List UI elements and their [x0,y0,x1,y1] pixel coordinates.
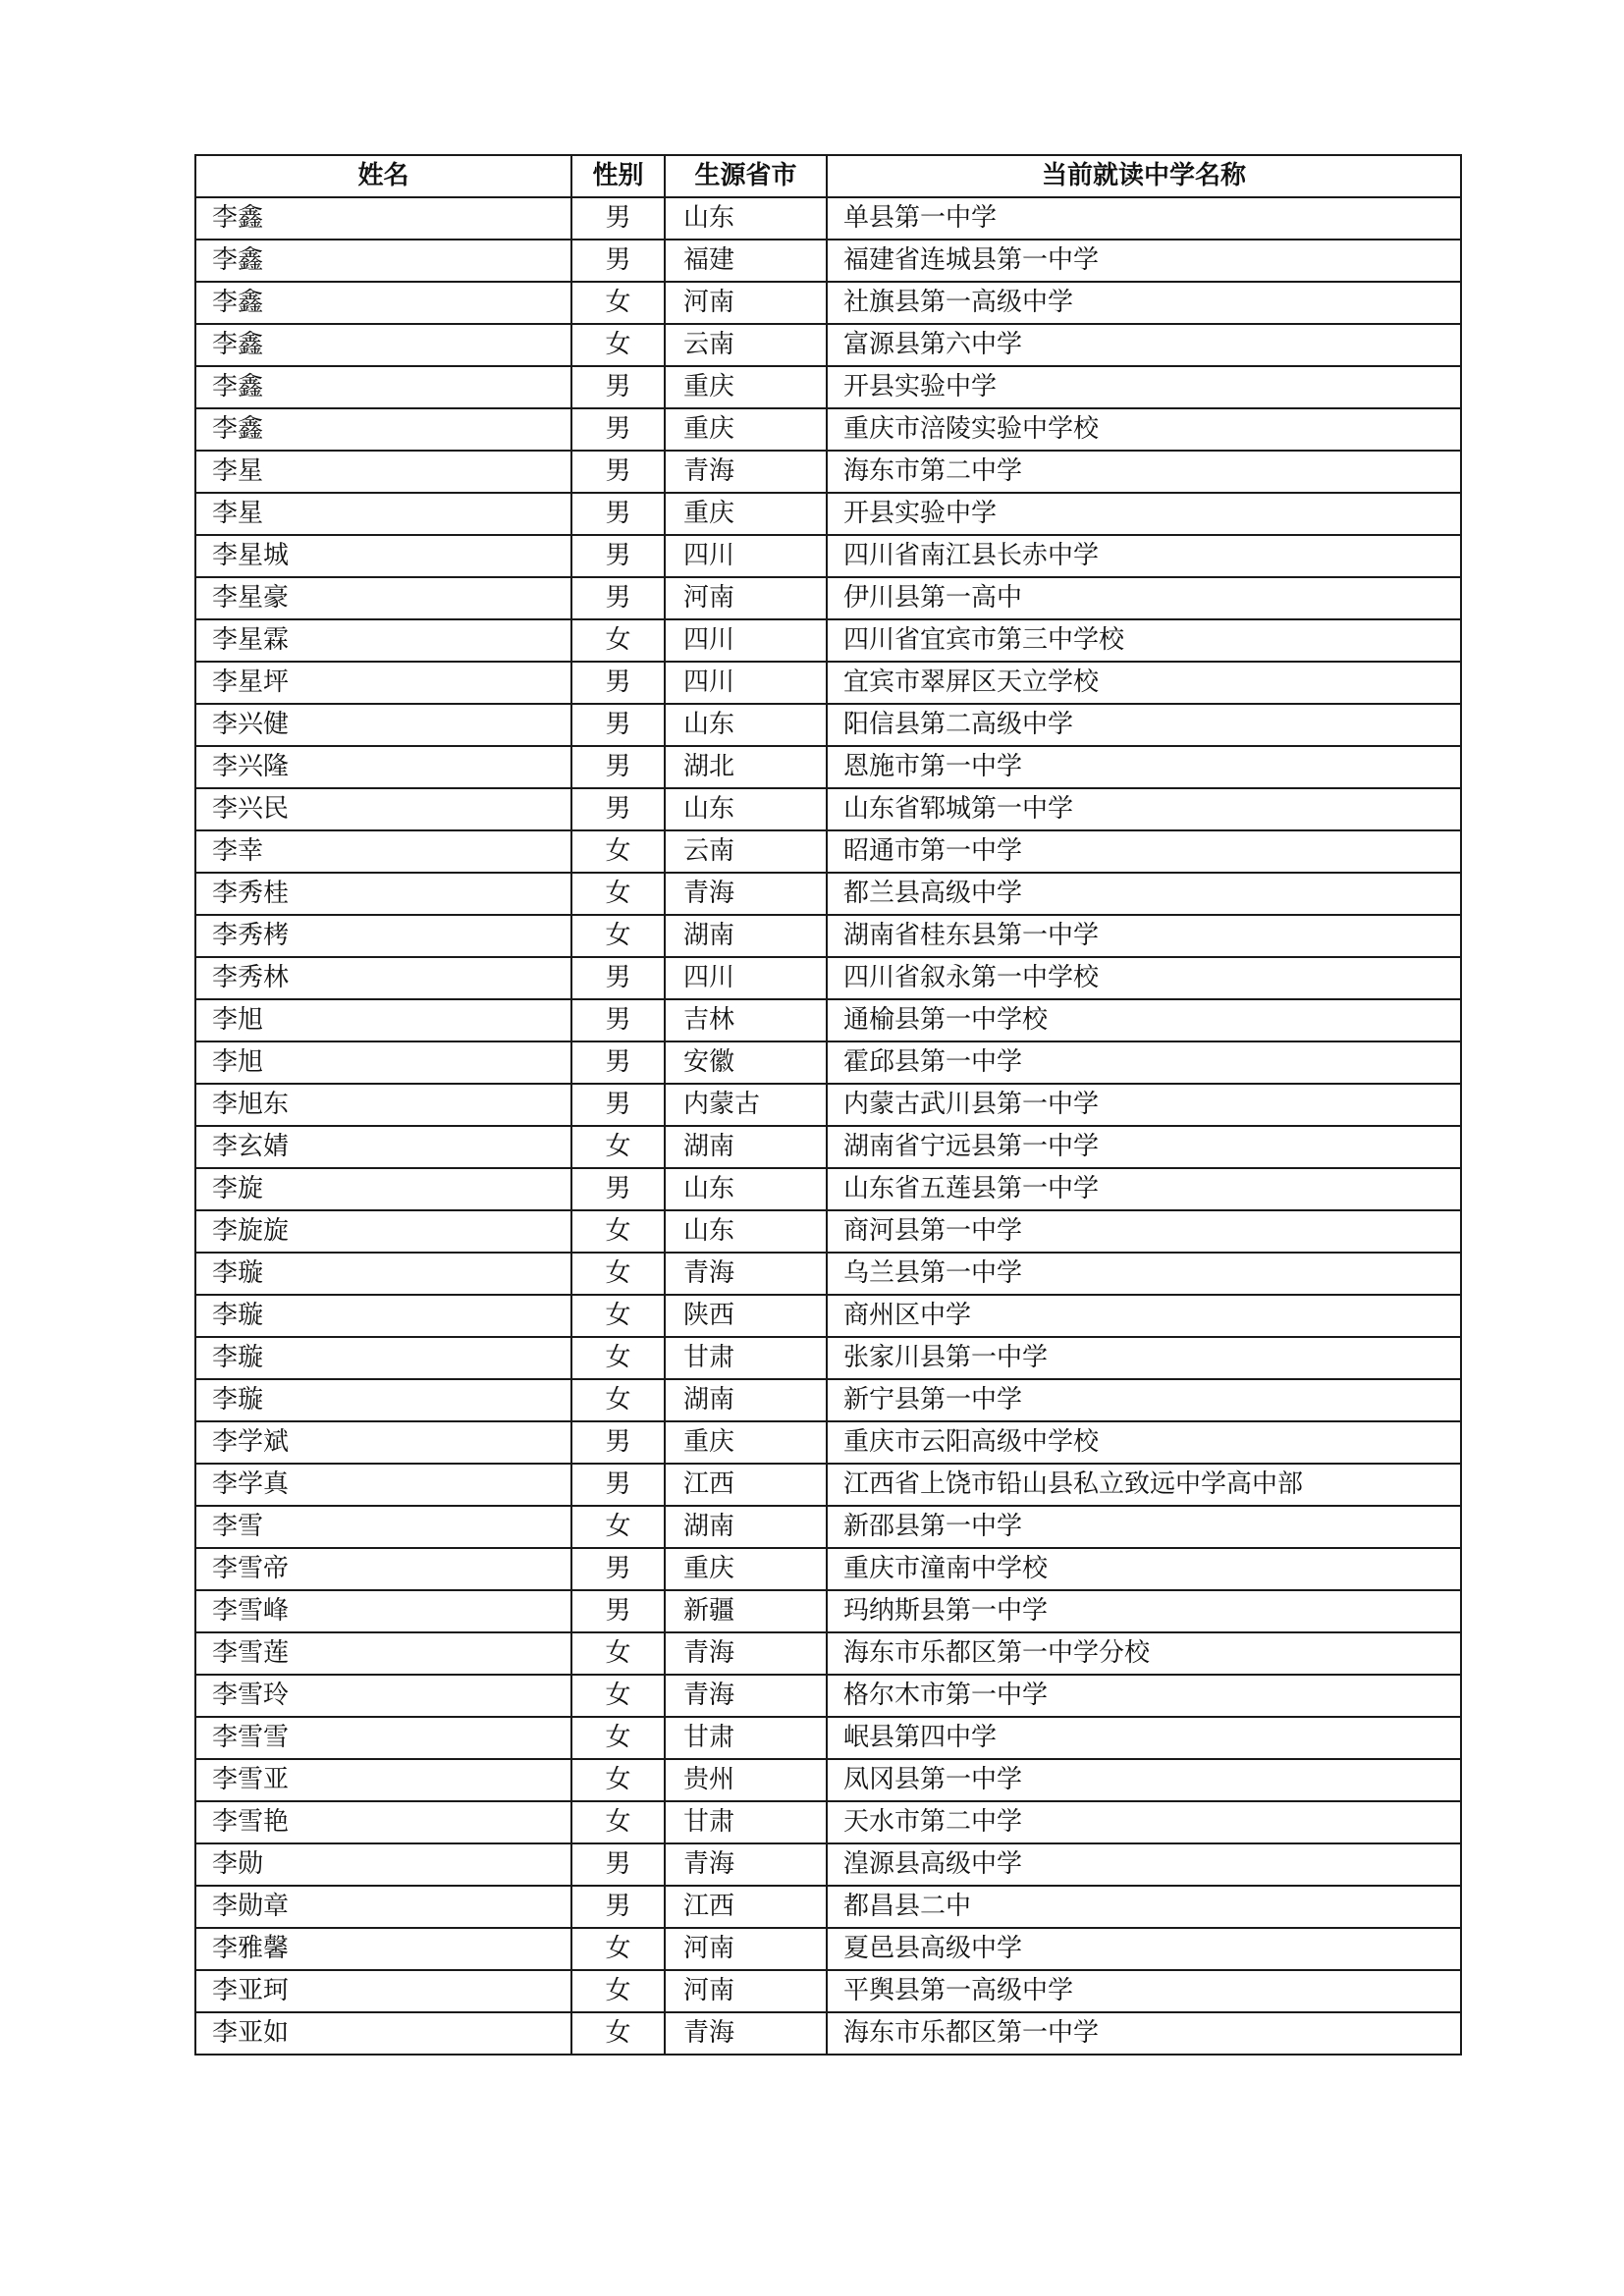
cell-school: 江西省上饶市铅山县私立致远中学高中部 [827,1464,1461,1506]
cell-school: 四川省叙永第一中学校 [827,957,1461,999]
cell-name: 李鑫 [195,366,571,408]
cell-gender: 男 [571,746,665,788]
cell-name: 李璇 [195,1253,571,1295]
cell-name: 李璇 [195,1295,571,1337]
roster-table [194,154,1462,2056]
table-row [195,1801,1461,1843]
table-row [195,1295,1461,1337]
cell-name: 李兴健 [195,704,571,746]
cell-name: 李鑫 [195,408,571,451]
table-row [195,451,1461,493]
cell-name: 李星豪 [195,577,571,619]
cell-province: 青海 [665,1632,827,1675]
table-row [195,1464,1461,1506]
table-row [195,788,1461,830]
cell-province: 重庆 [665,1421,827,1464]
cell-school: 单县第一中学 [827,197,1461,240]
cell-school: 乌兰县第一中学 [827,1253,1461,1295]
cell-name: 李旭 [195,1041,571,1084]
cell-school: 昭通市第一中学 [827,830,1461,873]
cell-name: 李星坪 [195,662,571,704]
table-row [195,197,1461,240]
cell-province: 江西 [665,1464,827,1506]
cell-school: 开县实验中学 [827,366,1461,408]
table-row [195,1168,1461,1210]
cell-province: 四川 [665,957,827,999]
table-row [195,493,1461,535]
cell-gender: 男 [571,1548,665,1590]
cell-province: 内蒙古 [665,1084,827,1126]
cell-school: 山东省五莲县第一中学 [827,1168,1461,1210]
cell-gender: 女 [571,1970,665,2012]
cell-name: 李兴隆 [195,746,571,788]
cell-gender: 女 [571,1295,665,1337]
cell-name: 李鑫 [195,240,571,282]
cell-province: 青海 [665,1675,827,1717]
cell-name: 李鑫 [195,282,571,324]
cell-name: 李勋章 [195,1886,571,1928]
cell-gender: 女 [571,1759,665,1801]
table-row [195,746,1461,788]
cell-gender: 男 [571,999,665,1041]
cell-name: 李雪艳 [195,1801,571,1843]
table-row [195,1843,1461,1886]
cell-school: 张家川县第一中学 [827,1337,1461,1379]
table-row [195,324,1461,366]
cell-gender: 女 [571,1717,665,1759]
cell-gender: 女 [571,324,665,366]
cell-school: 岷县第四中学 [827,1717,1461,1759]
table-row [195,577,1461,619]
table-row [195,1506,1461,1548]
cell-school: 霍邱县第一中学 [827,1041,1461,1084]
cell-province: 青海 [665,2012,827,2055]
cell-province: 青海 [665,1253,827,1295]
cell-gender: 男 [571,408,665,451]
cell-school: 海东市第二中学 [827,451,1461,493]
cell-province: 重庆 [665,408,827,451]
cell-name: 李雪亚 [195,1759,571,1801]
table-row [195,240,1461,282]
table-row [195,915,1461,957]
cell-school: 山东省郓城第一中学 [827,788,1461,830]
cell-gender: 男 [571,240,665,282]
cell-name: 李学斌 [195,1421,571,1464]
cell-gender: 男 [571,451,665,493]
cell-province: 重庆 [665,1548,827,1590]
cell-province: 四川 [665,662,827,704]
cell-school: 内蒙古武川县第一中学 [827,1084,1461,1126]
cell-name: 李秀林 [195,957,571,999]
cell-name: 李雪峰 [195,1590,571,1632]
cell-school: 湟源县高级中学 [827,1843,1461,1886]
header-gender: 性别 [571,155,665,197]
cell-gender: 女 [571,1379,665,1421]
cell-school: 格尔木市第一中学 [827,1675,1461,1717]
cell-school: 社旗县第一高级中学 [827,282,1461,324]
cell-province: 湖北 [665,746,827,788]
cell-gender: 女 [571,873,665,915]
cell-school: 四川省宜宾市第三中学校 [827,619,1461,662]
cell-school: 新宁县第一中学 [827,1379,1461,1421]
cell-province: 湖南 [665,915,827,957]
cell-province: 青海 [665,873,827,915]
cell-province: 安徽 [665,1041,827,1084]
cell-gender: 女 [571,619,665,662]
cell-province: 四川 [665,619,827,662]
cell-province: 福建 [665,240,827,282]
cell-province: 甘肃 [665,1717,827,1759]
cell-gender: 女 [571,830,665,873]
cell-gender: 男 [571,1886,665,1928]
table-row [195,1759,1461,1801]
cell-province: 山东 [665,197,827,240]
cell-province: 湖南 [665,1506,827,1548]
table-row [195,1210,1461,1253]
cell-name: 李旭 [195,999,571,1041]
cell-school: 海东市乐都区第一中学 [827,2012,1461,2055]
cell-name: 李星城 [195,535,571,577]
cell-school: 湖南省桂东县第一中学 [827,915,1461,957]
roster-body [195,197,1461,2055]
cell-school: 夏邑县高级中学 [827,1928,1461,1970]
cell-province: 甘肃 [665,1337,827,1379]
cell-name: 李旭东 [195,1084,571,1126]
table-row [195,619,1461,662]
cell-school: 玛纳斯县第一中学 [827,1590,1461,1632]
table-row [195,1590,1461,1632]
table-row [195,366,1461,408]
cell-province: 四川 [665,535,827,577]
cell-gender: 女 [571,1126,665,1168]
table-row [195,1717,1461,1759]
cell-province: 湖南 [665,1379,827,1421]
cell-province: 吉林 [665,999,827,1041]
table-row [195,1126,1461,1168]
cell-province: 山东 [665,704,827,746]
cell-school: 平舆县第一高级中学 [827,1970,1461,2012]
cell-gender: 男 [571,366,665,408]
table-row [195,704,1461,746]
cell-school: 新邵县第一中学 [827,1506,1461,1548]
table-row [195,1421,1461,1464]
cell-name: 李雅馨 [195,1928,571,1970]
cell-name: 李幸 [195,830,571,873]
cell-gender: 男 [571,577,665,619]
cell-gender: 女 [571,1675,665,1717]
cell-gender: 女 [571,1253,665,1295]
header-school: 当前就读中学名称 [827,155,1461,197]
cell-province: 河南 [665,1970,827,2012]
cell-school: 开县实验中学 [827,493,1461,535]
cell-name: 李秀桂 [195,873,571,915]
cell-name: 李旋旋 [195,1210,571,1253]
cell-school: 伊川县第一高中 [827,577,1461,619]
cell-name: 李雪玲 [195,1675,571,1717]
cell-name: 李雪莲 [195,1632,571,1675]
cell-name: 李兴民 [195,788,571,830]
cell-province: 山东 [665,788,827,830]
cell-school: 天水市第二中学 [827,1801,1461,1843]
cell-name: 李亚如 [195,2012,571,2055]
table-row [195,873,1461,915]
cell-gender: 女 [571,1928,665,1970]
cell-province: 贵州 [665,1759,827,1801]
table-row [195,1041,1461,1084]
cell-school: 通榆县第一中学校 [827,999,1461,1041]
table-row [195,1548,1461,1590]
cell-gender: 男 [571,1421,665,1464]
cell-gender: 女 [571,915,665,957]
cell-gender: 男 [571,1590,665,1632]
cell-province: 甘肃 [665,1801,827,1843]
cell-gender: 女 [571,1506,665,1548]
cell-name: 李亚珂 [195,1970,571,2012]
table-row [195,1337,1461,1379]
cell-province: 山东 [665,1168,827,1210]
cell-name: 李雪帝 [195,1548,571,1590]
cell-province: 湖南 [665,1126,827,1168]
cell-province: 江西 [665,1886,827,1928]
table-row [195,662,1461,704]
table-row [195,2012,1461,2055]
cell-name: 李雪雪 [195,1717,571,1759]
table-row [195,999,1461,1041]
cell-name: 李星 [195,451,571,493]
cell-name: 李璇 [195,1337,571,1379]
cell-school: 海东市乐都区第一中学分校 [827,1632,1461,1675]
table-row [195,1379,1461,1421]
cell-gender: 男 [571,957,665,999]
cell-name: 李鑫 [195,324,571,366]
table-row [195,1253,1461,1295]
cell-school: 都兰县高级中学 [827,873,1461,915]
cell-province: 云南 [665,830,827,873]
cell-name: 李星 [195,493,571,535]
cell-name: 李璇 [195,1379,571,1421]
table-row [195,282,1461,324]
cell-gender: 男 [571,1041,665,1084]
cell-school: 重庆市云阳高级中学校 [827,1421,1461,1464]
cell-school: 恩施市第一中学 [827,746,1461,788]
cell-school: 商州区中学 [827,1295,1461,1337]
cell-school: 四川省南江县长赤中学 [827,535,1461,577]
cell-province: 陕西 [665,1295,827,1337]
cell-school: 商河县第一中学 [827,1210,1461,1253]
cell-province: 青海 [665,451,827,493]
table-row [195,1928,1461,1970]
cell-province: 山东 [665,1210,827,1253]
cell-province: 云南 [665,324,827,366]
cell-school: 湖南省宁远县第一中学 [827,1126,1461,1168]
cell-province: 重庆 [665,366,827,408]
cell-province: 河南 [665,282,827,324]
cell-gender: 女 [571,1801,665,1843]
cell-gender: 男 [571,197,665,240]
table-row [195,1084,1461,1126]
cell-school: 都昌县二中 [827,1886,1461,1928]
cell-name: 李鑫 [195,197,571,240]
cell-name: 李秀栲 [195,915,571,957]
cell-gender: 男 [571,1084,665,1126]
table-row [195,1632,1461,1675]
cell-province: 重庆 [665,493,827,535]
cell-gender: 女 [571,1632,665,1675]
cell-school: 福建省连城县第一中学 [827,240,1461,282]
cell-gender: 女 [571,2012,665,2055]
cell-school: 凤冈县第一中学 [827,1759,1461,1801]
cell-school: 宜宾市翠屏区天立学校 [827,662,1461,704]
cell-gender: 男 [571,662,665,704]
cell-gender: 女 [571,282,665,324]
cell-gender: 男 [571,704,665,746]
cell-gender: 女 [571,1210,665,1253]
table-row [195,1675,1461,1717]
header-province: 生源省市 [665,155,827,197]
cell-gender: 女 [571,1337,665,1379]
cell-name: 李旋 [195,1168,571,1210]
table-row [195,1886,1461,1928]
cell-school: 重庆市潼南中学校 [827,1548,1461,1590]
cell-school: 阳信县第二高级中学 [827,704,1461,746]
cell-name: 李星霖 [195,619,571,662]
cell-name: 李勋 [195,1843,571,1886]
cell-school: 富源县第六中学 [827,324,1461,366]
header-row [195,155,1461,197]
cell-province: 青海 [665,1843,827,1886]
cell-gender: 男 [571,535,665,577]
table-row [195,830,1461,873]
cell-gender: 男 [571,493,665,535]
cell-name: 李雪 [195,1506,571,1548]
header-name: 姓名 [195,155,571,197]
cell-gender: 男 [571,788,665,830]
table-row [195,408,1461,451]
cell-name: 李学真 [195,1464,571,1506]
table-row [195,1970,1461,2012]
cell-province: 新疆 [665,1590,827,1632]
cell-school: 重庆市涪陵实验中学校 [827,408,1461,451]
cell-gender: 男 [571,1843,665,1886]
cell-province: 河南 [665,577,827,619]
cell-gender: 男 [571,1464,665,1506]
cell-gender: 男 [571,1168,665,1210]
table-row [195,535,1461,577]
table-row [195,957,1461,999]
cell-province: 河南 [665,1928,827,1970]
cell-name: 李玄婧 [195,1126,571,1168]
